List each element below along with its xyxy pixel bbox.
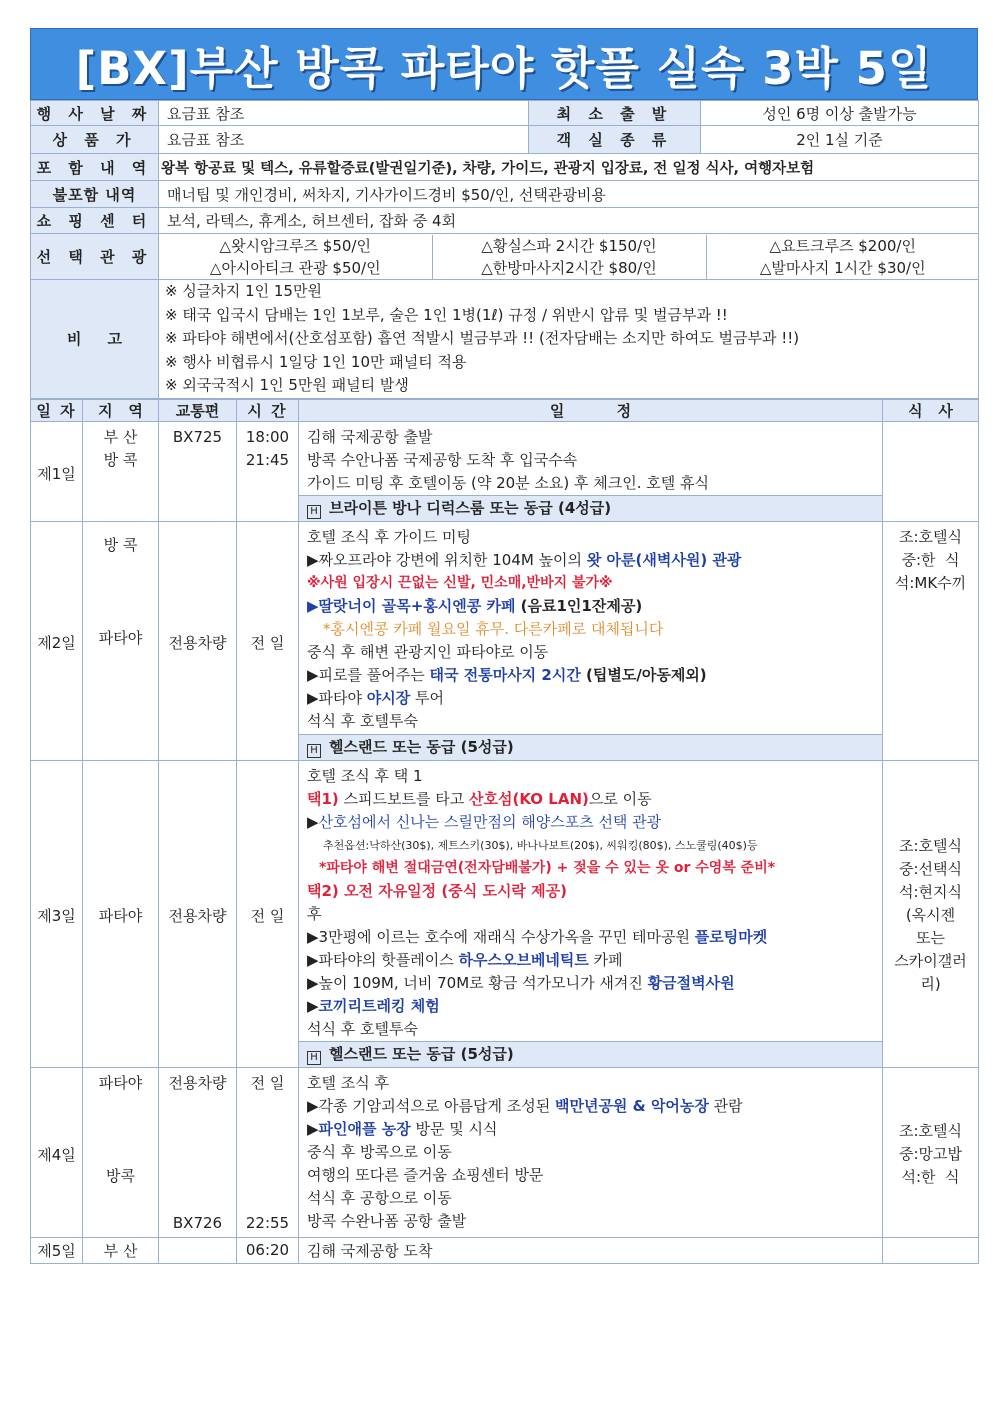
option-item: △황실스파 2시간 $150/인 (432, 235, 706, 257)
plan-line: 석식 후 호텔투숙 (307, 1019, 418, 1038)
note-item: ※ 행사 비협류시 1일당 1인 10만 패널티 적용 (165, 352, 467, 371)
price-label: 상 품 가 (31, 126, 159, 154)
day-plan (299, 521, 883, 734)
col-region: 지 역 (83, 399, 159, 421)
plan-line: 호텔 조식 후 (307, 1073, 389, 1092)
plan-line: 추천옵션:낙하산(30$), 제트스키(30$), 바나나보트(20$), 씨워킹(80$), 스노쿨링(40$)등 (323, 838, 758, 852)
option-item: △한방마사지2시간 $80/인 (432, 257, 706, 279)
day-plan (299, 1067, 883, 1237)
option-item: △왓시암크루즈 $50/인 (159, 235, 432, 257)
plan-line: 후 (307, 904, 322, 923)
meal-item: 석:MK수끼 (894, 573, 967, 592)
note-label: 비 고 (31, 280, 159, 399)
day-label: 제3일 (31, 760, 83, 1067)
note-item: ※ 파타야 해변에서(산호섬포함) 흡연 적발시 벌금부과 !! (전자담배는 소지만 하여도 벌금부과 !!) (165, 329, 800, 347)
meal-item: 중:망고밥 (898, 1144, 962, 1163)
hotel-name: 헬스랜드 또는 동급 (5성급) (329, 738, 514, 756)
plan-line: 석식 후 호텔투숙 (307, 711, 418, 730)
min-label: 최 소 출 발 (529, 101, 701, 126)
day-transport: 전용차량 (159, 760, 237, 1067)
col-day: 일 자 (31, 399, 83, 421)
plan-line: ▶파인애플 농장 방문 및 시식 (307, 1119, 498, 1138)
col-transport: 교통편 (159, 399, 237, 421)
excl-value: 매너팁 및 개인경비, 써차지, 기사가이드경비 $50/인, 선택관광비용 (159, 181, 979, 208)
day-time (237, 421, 299, 521)
transport-item: 전용차량 (168, 1073, 227, 1092)
time-item: 18:00 (245, 427, 290, 446)
room-label: 객 실 종 류 (529, 126, 701, 154)
day-label: 제1일 (31, 421, 83, 521)
plan-line: ▶산호섬에서 신나는 스릴만점의 해양스포츠 선택 관광 (307, 812, 662, 831)
room-value: 2인 1실 기준 (701, 126, 979, 154)
meal-item: 석:현지식 (898, 883, 962, 901)
meal-item: 리) (920, 975, 941, 993)
meal-item: (옥시젠 (905, 906, 956, 924)
day-label: 제2일 (31, 521, 83, 760)
meal-item: 조:호텔식 (898, 527, 962, 546)
note-item: ※ 싱글차지 1인 15만원 (165, 282, 322, 300)
day-time (237, 1067, 299, 1237)
hotel-icon: H (307, 505, 321, 519)
day-region (83, 1067, 159, 1237)
price-value: 요금표 참조 (159, 126, 529, 154)
day-time: 전 일 (237, 521, 299, 760)
note-item: ※ 외국국적시 1인 5만원 패널티 발생 (165, 376, 409, 394)
plan-line: 방콕 수안나폼 국제공항 도착 후 입국수속 (307, 450, 578, 469)
plan-line: 중식 후 해변 관광지인 파타야로 이동 (307, 642, 549, 661)
plan-line: 택1) 스피드보트를 타고 산호섬(KO LAN)으로 이동 (307, 789, 652, 808)
day-meal (883, 760, 979, 1067)
date-label: 행 사 날 짜 (31, 101, 159, 126)
col-meal: 식 사 (883, 399, 979, 421)
plan-line: ※사원 입장시 끈없는 신발, 민소매,반바지 불가※ (307, 574, 613, 591)
day-meal (883, 1237, 979, 1263)
plan-line: ▶피로를 풀어주는 태국 전통마사지 2시간 (팁별도/아동제외) (307, 665, 707, 684)
plan-line: ▶3만평에 이르는 호수에 재래식 수상가옥을 꾸민 테마공원 플로팅마켓 (307, 927, 768, 946)
incl-value: 왕복 항공료 및 텍스, 유류할증료(발권일기준), 차량, 가이드, 관광지 입장료, 전 일정 식사, 여행자보험 (159, 154, 979, 181)
col-plan: 일 정 (299, 399, 883, 421)
plan-line: 석식 후 공항으로 이동 (307, 1188, 452, 1207)
meal-item: 스카이갤러 (894, 952, 967, 970)
col-time: 시 간 (237, 399, 299, 421)
option-item: △발마사지 1시간 $30/인 (759, 259, 926, 277)
time-item: 전 일 (250, 1073, 285, 1092)
day-transport (159, 1067, 237, 1237)
region-item: 파타야 (98, 1073, 143, 1092)
region-item: 방 콕 (103, 450, 138, 469)
time-item: 22:55 (245, 1213, 290, 1232)
day-region: 부 산 (83, 1237, 159, 1263)
day-region: 파타야 (83, 760, 159, 1067)
day-time: 06:20 (237, 1237, 299, 1263)
plan-line: 김해 국제공항 출발 (307, 427, 433, 446)
region-item: 방콕 (106, 1166, 135, 1185)
shop-label: 쇼 핑 센 터 (31, 208, 159, 234)
plan-line: ▶높이 109M, 너비 70M로 황금 석가모니가 새겨진 황금절벽사원 (307, 973, 735, 992)
day-plan (299, 760, 883, 1041)
plan-line: ▶파타야의 핫플레이스 하우스오브베네틱트 카페 (307, 950, 623, 969)
notes-cell (159, 280, 979, 399)
hotel-row (299, 495, 883, 521)
hotel-row (299, 734, 883, 760)
day-time: 전 일 (237, 760, 299, 1067)
time-item: 21:45 (245, 450, 290, 469)
day-label: 제4일 (31, 1067, 83, 1237)
plan-line: *홍시엔콩 카페 월요일 휴무. 다른카페로 대체됩니다 (323, 619, 664, 638)
day-region (83, 421, 159, 521)
plan-line: *파타야 해변 절대금연(전자담배불가) + 젖을 수 있는 옷 or 수영복 준비* (319, 859, 776, 876)
plan-line: 가이드 미팅 후 호텔이동 (약 20분 소요) 후 체크인. 호텔 휴식 (307, 473, 710, 492)
plan-line: ▶딸랏너이 골목+홍시엔콩 카페 (음료1인1잔제공) (307, 596, 643, 615)
day-region (83, 521, 159, 760)
day-plan (299, 421, 883, 495)
plan-line: 호텔 조식 후 가이드 미팅 (307, 527, 471, 546)
page-title: [BX]부산 방콕 파타야 핫플 실속 3박 5일 (75, 41, 933, 95)
plan-line: ▶코끼리트레킹 체험 (307, 996, 440, 1015)
day-plan: 김해 국제공항 도착 (299, 1237, 883, 1263)
meal-item: 또는 (916, 929, 945, 947)
hotel-name: 브라이튼 방나 디럭스룸 또는 동급 (4성급) (329, 499, 612, 517)
day-meal (883, 1067, 979, 1237)
plan-line: 여행의 또다른 즐거움 쇼핑센터 방문 (307, 1165, 544, 1184)
plan-line: ▶짜오프라야 강변에 위치한 104M 높이의 왓 아룬(새벽사원) 관광 (307, 550, 742, 569)
region-item: 파타야 (98, 628, 143, 647)
plan-line: 택2) 오전 자유일정 (중식 도시락 제공) (307, 881, 567, 900)
day-transport: BX725 (159, 421, 237, 521)
plan-line: ▶각종 기암괴석으로 아름답게 조성된 백만년공원 & 악어농장 관람 (307, 1096, 743, 1115)
day-meal (883, 421, 979, 521)
option-item: △아시아티크 관광 $50/인 (159, 257, 432, 279)
incl-label: 포 함 내 역 (31, 154, 159, 181)
plan-line: 방콕 수완나폼 공항 출발 (307, 1211, 467, 1230)
hotel-name: 헬스랜드 또는 동급 (5성급) (329, 1045, 514, 1063)
day-transport (159, 1237, 237, 1263)
meal-item: 중:선택식 (898, 860, 962, 878)
day-meal (883, 521, 979, 760)
schedule-table (30, 399, 979, 1264)
excl-label: 불포함 내역 (31, 181, 159, 208)
meal-item: 석:한 식 (901, 1167, 960, 1186)
day-transport: 전용차량 (159, 521, 237, 760)
info-table (30, 100, 979, 399)
region-item: 방 콕 (103, 535, 138, 554)
plan-line: ▶파타야 야시장 투어 (307, 688, 445, 707)
note-item: ※ 태국 입국시 담배는 1인 1보루, 술은 1인 1병(1ℓ) 규정 / 위반시 압류 및 벌금부과 !! (165, 305, 728, 324)
options-grid (159, 235, 979, 279)
title-banner (30, 28, 978, 100)
meal-item: 중:한 식 (901, 550, 960, 569)
shop-value: 보석, 라텍스, 휴게소, 허브센터, 잡화 중 4회 (159, 208, 979, 234)
hotel-icon: H (307, 744, 321, 758)
hotel-row (299, 1041, 883, 1067)
date-value: 요금표 참조 (159, 101, 529, 126)
plan-line: 중식 후 방콕으로 이동 (307, 1142, 452, 1161)
option-item: △요트크루즈 $200/인 (769, 237, 916, 255)
plan-line: 호텔 조식 후 택 1 (307, 766, 423, 785)
meal-item: 조:호텔식 (898, 837, 962, 855)
meal-item: 조:호텔식 (898, 1121, 962, 1140)
min-value: 성인 6명 이상 출발가능 (701, 101, 979, 126)
hotel-icon: H (307, 1051, 321, 1065)
region-item: 부 산 (103, 427, 138, 446)
opt-label: 선 택 관 광 (31, 234, 159, 280)
transport-item: BX726 (172, 1213, 223, 1232)
day-label: 제5일 (31, 1237, 83, 1263)
